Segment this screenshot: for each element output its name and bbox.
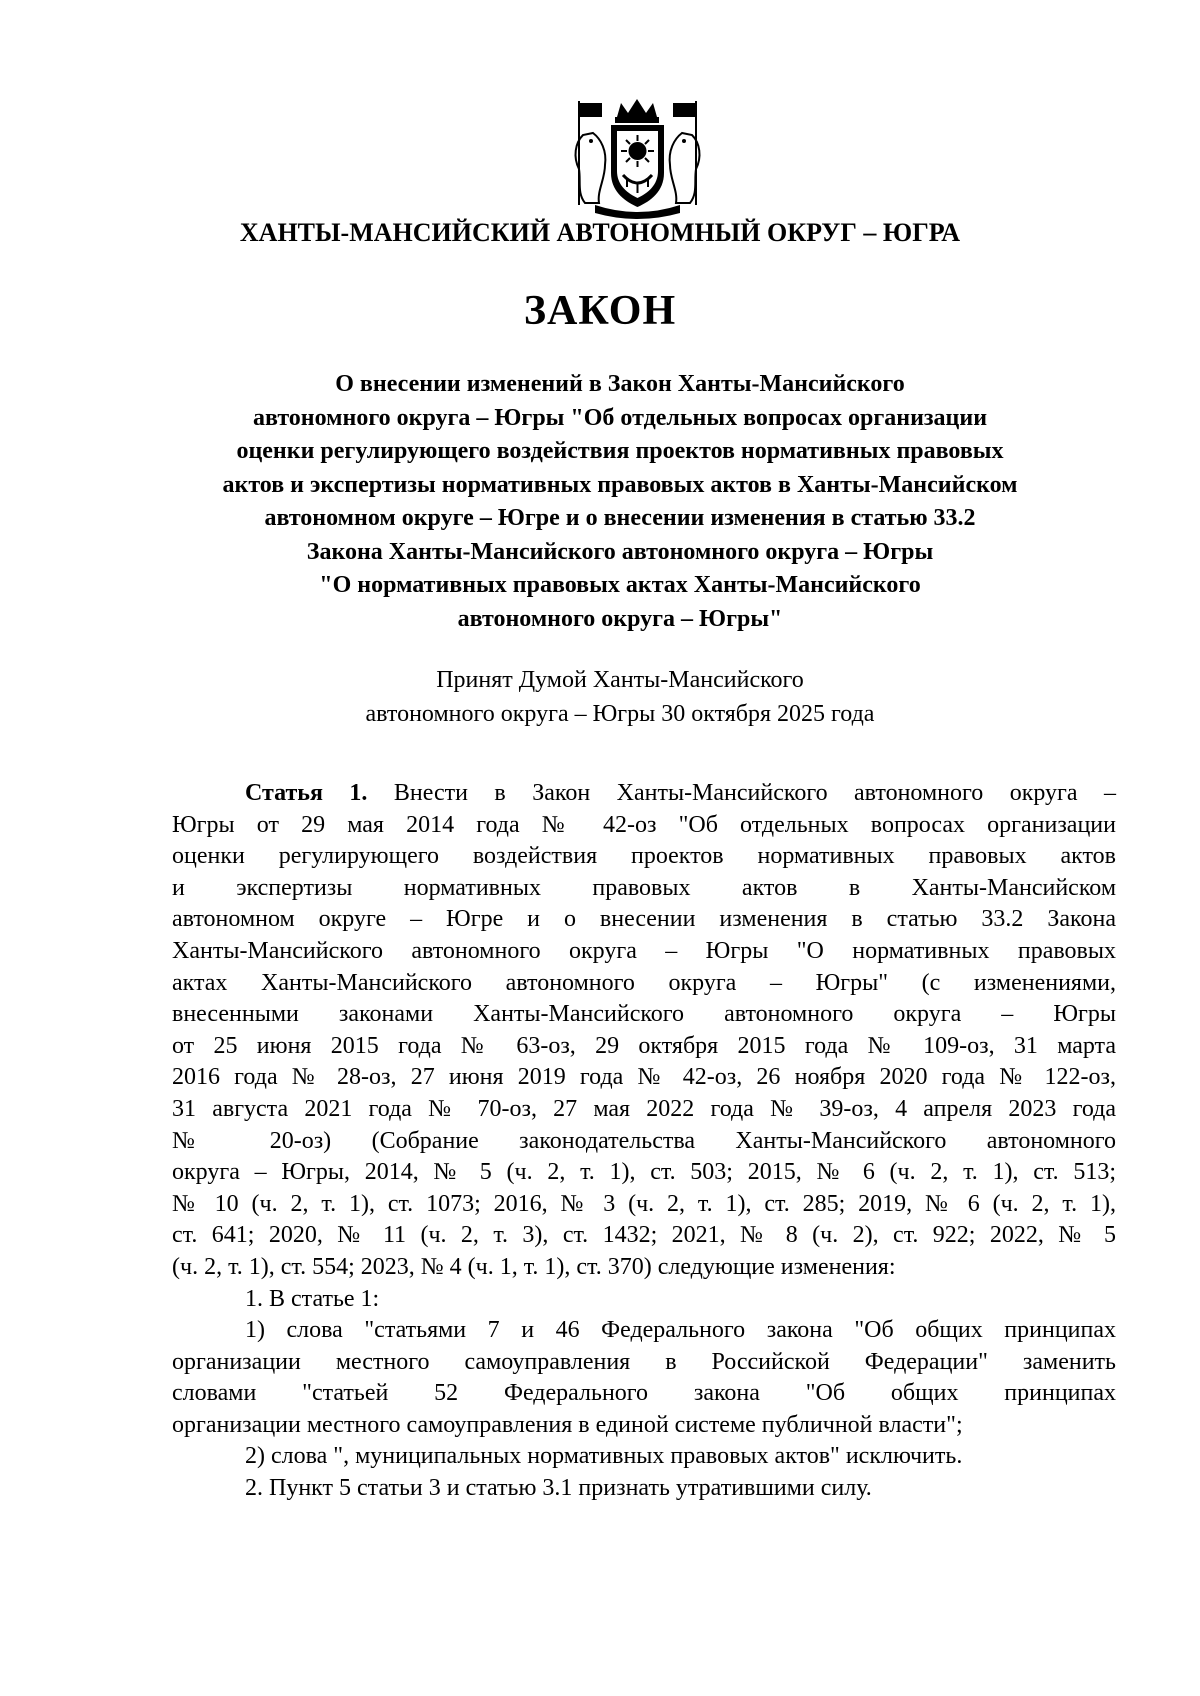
region-title: ХАНТЫ-МАНСИЙСКИЙ АВТОНОМНЫЙ ОКРУГ – ЮГРА [239,218,961,247]
subitem-1-line: 1) слова "статьями 7 и 46 Федерального закона "Об общих принципах [245,1317,1116,1344]
article-text-line: и экспертизы нормативных правовых актов в Ханты-Мансийском [172,874,1116,901]
article-text-line: автономном округе – Югре и о внесении изменения в статью 33.2 Закона [172,906,1116,933]
article-text-line: (ч. 2, т. 1), ст. 554; 2023, № 4 (ч. 1, т. 1), ст. 370) следующие изменения: [172,1253,896,1280]
article-1-first-line [172,778,1116,810]
law-title-line: О внесении изменений в Закон Ханты-Мансийского [335,371,905,397]
article-text-line: оценки регулирующего воздействия проектов нормативных правовых актов [172,843,1116,870]
law-title-line: оценки регулирующего воздействия проектов нормативных правовых [236,438,1004,464]
law-title-line: Закона Ханты-Мансийского автономного округа – Югры [306,538,934,565]
law-title-line: автономном округе – Югре и о внесении изменения в статью 33.2 [264,505,976,531]
article-text-line: Югры от 29 мая 2014 года № 42-оз "Об отдельных вопросах организации [172,811,1116,838]
adoption-note [150,663,1090,731]
article-text-line: № 20-оз) (Собрание законодательства Ханты-Мансийского автономного [172,1127,1116,1154]
law-title [150,368,1090,636]
article-text-line: 31 августа 2021 года № 70-оз, 27 мая 2022 года № 39-оз, 4 апреля 2023 года [172,1095,1116,1122]
subitem-1-line: организации местного самоуправления в единой системе публичной власти"; [172,1411,963,1438]
article-text-line: № 10 (ч. 2, т. 1), ст. 1073; 2016, № 3 (ч. 2, т. 1), ст. 285; 2019, № 6 (ч. 2, т. 1), [172,1190,1116,1217]
article-text-line: 2016 года № 28-оз, 27 июня 2019 года № 42-оз, 26 ноября 2020 года № 122-оз, [172,1064,1116,1091]
law-title-line: автономного округа – Югры "Об отдельных вопросах организации [252,404,988,431]
article-text-line: от 25 июня 2015 года № 63-оз, 29 октября 2015 года № 109-оз, 31 марта [172,1032,1116,1059]
article-text-line: Ханты-Мансийского автономного округа – Югры "О нормативных правовых [172,937,1116,964]
subitem-1-line: организации местного самоуправления в Российской Федерации" заменить [172,1348,1116,1375]
law-title-line: "О нормативных правовых актах Ханты-Мансийского [319,572,921,598]
subitem-2: 2) слова ", муниципальных нормативных правовых актов" исключить. [245,1443,963,1470]
subitem-1-line: словами "статьей 52 Федерального закона "Об общих принципах [172,1380,1116,1407]
coat-of-arms-icon [565,95,710,225]
item-2: 2. Пункт 5 статьи 3 и статью 3.1 признать утратившими силу. [245,1475,872,1502]
law-title-line: актов и экспертизы нормативных правовых актов в Ханты-Мансийском [222,471,1018,498]
law-title-line: автономного округа – Югры" [457,605,783,632]
document-type-heading: ЗАКОН [523,288,677,334]
article-1-intro: Внести в Закон Ханты-Мансийского автономного округа – [393,780,1117,806]
article-text-line: актах Ханты-Мансийского автономного округа – Югры" (с изменениями, [172,969,1116,996]
article-text-line: округа – Югры, 2014, № 5 (ч. 2, т. 1), ст. 503; 2015, № 6 (ч. 2, т. 1), ст. 513; [172,1159,1116,1186]
article-label: Статья 1. [245,780,368,806]
adoption-line: Принят Думой Ханты-Мансийского [436,667,804,693]
adoption-line: автономного округа – Югры 30 октября 2025 года [365,701,875,727]
item-1-heading: 1. В статье 1: [245,1285,380,1312]
article-text-line: ст. 641; 2020, № 11 (ч. 2, т. 3), ст. 1432; 2021, № 8 (ч. 2), ст. 922; 2022, № 5 [172,1222,1116,1249]
article-1 [172,778,1116,1505]
article-text-line: внесенными законами Ханты-Мансийского автономного округа – Югры [172,1001,1116,1028]
